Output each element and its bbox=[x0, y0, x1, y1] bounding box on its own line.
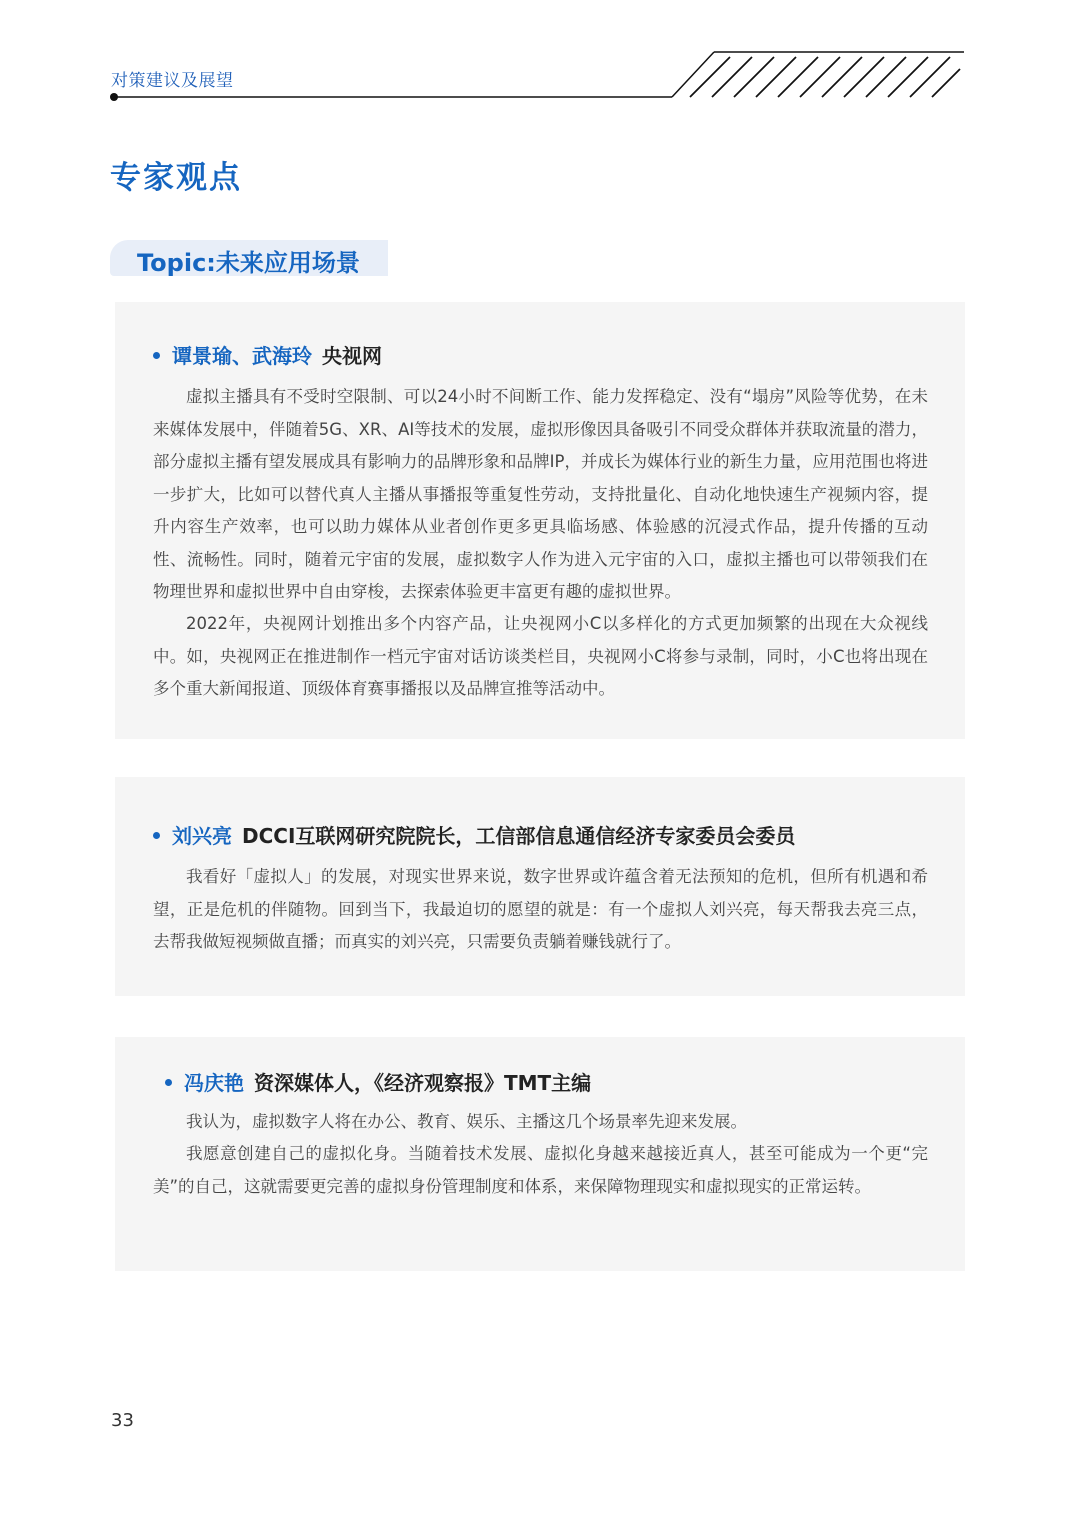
expert-paragraph: 虚拟主播具有不受时空限制、可以24小时不间断工作、能力发挥稳定、没有“塌房”风险等优势，在未来媒体发展中，伴随着5G、XR、AI等技术的发展，虚拟形像因具备吸引不同受众群体并获取流量的潜力，部分虚拟主播有望发展成具有影响力的品牌形象和品牌IP，并成长为媒体行业的新生力量，应用范围也将进一步扩大，比如可以替代真人主播从事播报等重复性劳动，支持批量化、自动化地快速生产视频内容，提升内容生产效率，也可以助力媒体从业者创作更多更具临场感、体验感的沉浸式作品，提升传播的互动性、流畅性。同时，随着元宇宙的发展，虚拟数字人作为进入元宇宙的入口，虚拟主播也可以带领我们在物理世界和虚拟世界中自由穿梭，去探索体验更丰富更有趣的虚拟世界。 bbox=[153, 387, 928, 601]
expert-paragraph: 我愿意创建自己的虚拟化身。当随着技术发展、虚拟化身越来越接近真人，甚至可能成为一个更“完美”的自己，这就需要更完善的虚拟身份管理制度和体系，来保障物理现实和虚拟现实的正常运转。 bbox=[153, 1144, 928, 1196]
expert-name: 谭景瑜、武海玲 bbox=[172, 344, 312, 368]
expert-heading bbox=[153, 340, 382, 369]
page-title: 专家观点 bbox=[110, 160, 242, 196]
expert-affiliation: DCCI互联网研究院院长，工信部信息通信经济专家委员会委员 bbox=[242, 824, 796, 848]
expert-name: 刘兴亮 bbox=[172, 824, 232, 848]
header-decoration bbox=[0, 0, 1080, 110]
section-header-title: 对策建议及展望 bbox=[111, 71, 234, 91]
expert-card-1 bbox=[115, 302, 965, 739]
expert-affiliation: 资深媒体人，《经济观察报》TMT主编 bbox=[254, 1071, 592, 1095]
expert-paragraph: 2022年，央视网计划推出多个内容产品，让央视网小C以多样化的方式更加频繁的出现在大众视线中。如，央视网正在推进制作一档元宇宙对话访谈类栏目，央视网小C将参与录制，同时，小C也将出现在多个重大新闻报道、顶级体育赛事播报以及品牌宣推等活动中。 bbox=[153, 614, 928, 698]
bullet-icon bbox=[153, 352, 160, 359]
page-number: 33 bbox=[111, 1410, 134, 1431]
topic-label: Topic:未来应用场景 bbox=[137, 249, 360, 277]
expert-name: 冯庆艳 bbox=[184, 1071, 244, 1095]
bullet-icon bbox=[165, 1079, 172, 1086]
expert-card-3 bbox=[115, 1037, 965, 1271]
expert-paragraph: 我看好「虚拟人」的发展，对现实世界来说，数字世界或许蕴含着无法预知的危机，但所有机遇和希望，正是危机的伴随物。回到当下，我最迫切的愿望的就是：有一个虚拟人刘兴亮，每天帮我去亮三点，去帮我做短视频做直播；而真实的刘兴亮，只需要负责躺着赚钱就行了。 bbox=[153, 867, 928, 951]
bullet-icon bbox=[153, 832, 160, 839]
expert-paragraph: 我认为，虚拟数字人将在办公、教育、娱乐、主播这几个场景率先迎来发展。 bbox=[186, 1112, 747, 1131]
expert-heading bbox=[165, 1067, 591, 1096]
expert-affiliation: 央视网 bbox=[322, 344, 382, 368]
expert-card-2 bbox=[115, 777, 965, 996]
topic-tag bbox=[110, 240, 388, 276]
expert-heading bbox=[153, 820, 795, 849]
